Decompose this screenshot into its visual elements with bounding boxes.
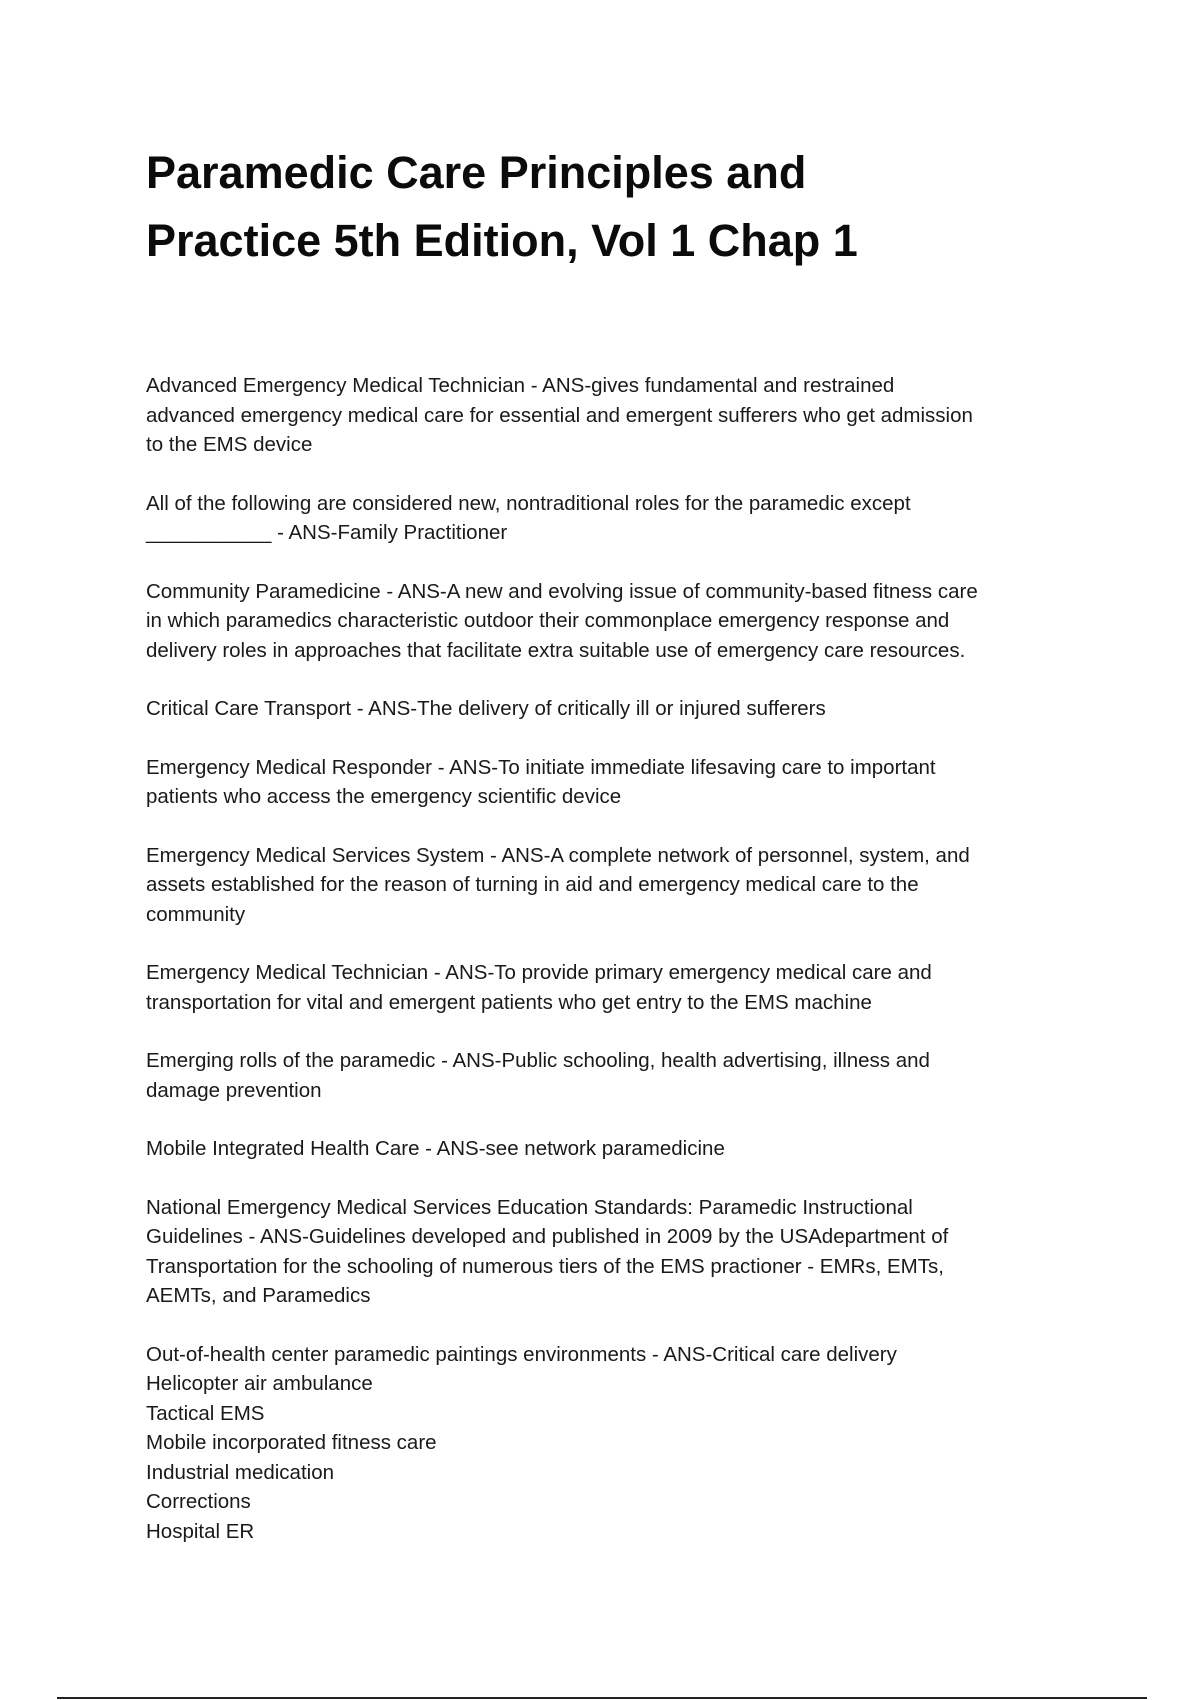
- flashcard-entry-line: Emergency Medical Responder - ANS-To initiate immediate lifesaving care to important: [146, 755, 936, 779]
- flashcard-entry: [146, 1046, 1086, 1105]
- flashcard-entry-line: Tactical EMS: [146, 1401, 265, 1425]
- flashcard-entry-line: to the EMS device: [146, 433, 313, 456]
- flashcard-entry: [146, 694, 1086, 724]
- flashcard-entry-line: Mobile Integrated Health Care - ANS-see network paramedicine: [146, 1137, 725, 1160]
- flashcard-entry-line: ___________ - ANS-Family Practitioner: [146, 521, 508, 544]
- flashcard-list: [146, 371, 1086, 1575]
- flashcard-entry-line: All of the following are considered new, nontraditional roles for the paramedic except: [146, 491, 911, 515]
- page-title-line-1: Paramedic Care Principles and: [146, 147, 807, 198]
- flashcard-entry: [146, 841, 1086, 930]
- flashcard-entry-line: Industrial medication: [146, 1460, 335, 1484]
- page-title-line-2: Practice 5th Edition, Vol 1 Chap 1: [146, 215, 858, 266]
- flashcard-entry-line: Advanced Emergency Medical Technician - ANS-gives fundamental and restrained: [146, 374, 895, 397]
- footer-divider: [57, 1697, 1147, 1699]
- flashcard-entry: [146, 371, 1086, 460]
- flashcard-entry-line: damage prevention: [146, 1078, 322, 1102]
- flashcard-entry-line: Guidelines - ANS-Guidelines developed and published in 2009 by the USAdepartment of: [146, 1225, 949, 1248]
- flashcard-entry-line: Helicopter air ambulance: [146, 1372, 373, 1395]
- page-title: [146, 139, 1106, 275]
- flashcard-entry-line: patients who access the emergency scientific device: [146, 785, 622, 808]
- flashcard-entry-line: AEMTs, and Paramedics: [146, 1284, 371, 1307]
- flashcard-entry-line: in which paramedics characteristic outdoor their commonplace emergency response and: [146, 609, 950, 632]
- flashcard-entry-line: community: [146, 902, 246, 926]
- flashcard-entry: [146, 958, 1086, 1017]
- flashcard-entry: [146, 1193, 1086, 1311]
- flashcard-entry: [146, 1340, 1086, 1547]
- flashcard-entry-line: Emergency Medical Technician - ANS-To provide primary emergency medical care and: [146, 961, 932, 984]
- flashcard-entry-line: Emerging rolls of the paramedic - ANS-Public schooling, health advertising, illness and: [146, 1049, 930, 1072]
- flashcard-entry-line: Emergency Medical Services System - ANS-A complete network of personnel, system, and: [146, 843, 970, 867]
- flashcard-entry-line: Corrections: [146, 1490, 251, 1513]
- flashcard-entry-line: National Emergency Medical Services Education Standards: Paramedic Instructional: [146, 1195, 913, 1219]
- flashcard-entry-line: Community Paramedicine - ANS-A new and evolving issue of community-based fitness care: [146, 579, 978, 603]
- flashcard-entry-line: Critical Care Transport - ANS-The delivery of critically ill or injured sufferers: [146, 697, 826, 720]
- flashcard-entry: [146, 577, 1086, 666]
- flashcard-entry: [146, 753, 1086, 812]
- flashcard-entry-line: Mobile incorporated fitness care: [146, 1431, 437, 1454]
- flashcard-entry: [146, 489, 1086, 548]
- flashcard-entry-line: delivery roles in approaches that facilitate extra suitable use of emergency care resources.: [146, 638, 966, 662]
- flashcard-entry-line: Transportation for the schooling of numerous tiers of the EMS practioner - EMRs, EMTs,: [146, 1254, 944, 1278]
- flashcard-entry-line: Out-of-health center paramedic paintings environments - ANS-Critical care delivery: [146, 1342, 897, 1366]
- flashcard-entry-line: Hospital ER: [146, 1519, 255, 1543]
- flashcard-entry-line: transportation for vital and emergent patients who get entry to the EMS machine: [146, 990, 872, 1014]
- flashcard-entry: [146, 1134, 1086, 1164]
- flashcard-entry-line: advanced emergency medical care for essential and emergent sufferers who get admission: [146, 403, 973, 427]
- flashcard-entry-line: assets established for the reason of turning in aid and emergency medical care to the: [146, 873, 919, 896]
